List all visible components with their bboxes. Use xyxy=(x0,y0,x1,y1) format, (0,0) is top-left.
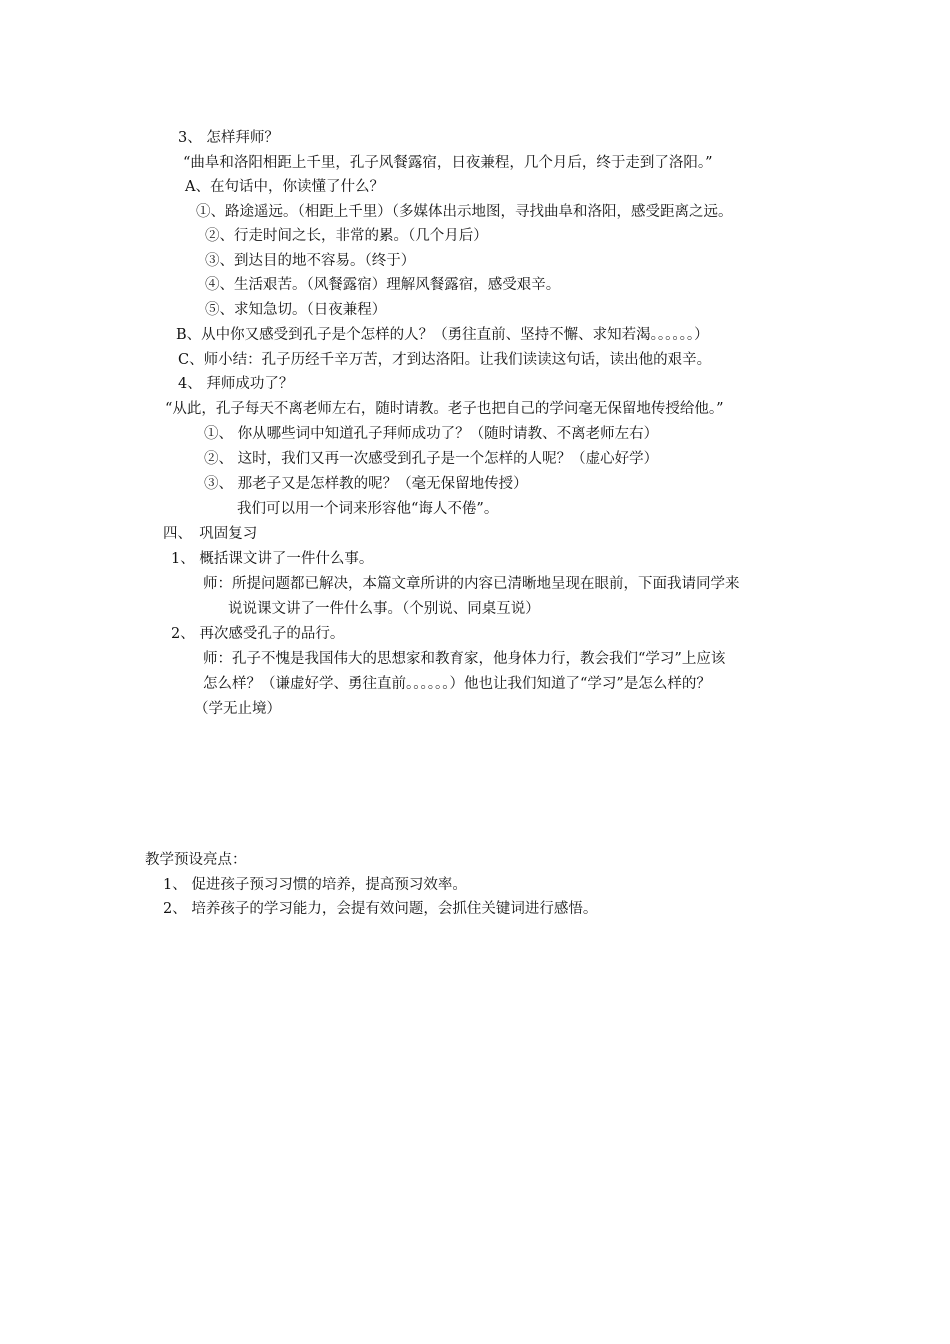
text-line: ②、 这时，我们又再一次感受到孔子是一个怎样的人呢？（虚心好学） xyxy=(204,451,659,467)
text-line: 2、 再次感受孔子的品行。 xyxy=(171,626,345,642)
text-line: 4、 拜师成功了？ xyxy=(178,376,294,392)
text-line: 师：所提问题都已解决，本篇文章所讲的内容已清晰地呈现在眼前，下面我请同学来 xyxy=(203,576,740,592)
text-line: 说说课文讲了一件什么事。（个别说、同桌互说） xyxy=(228,601,540,617)
text-line: ⑤、求知急切。（日夜兼程） xyxy=(205,302,387,318)
text-line: “曲阜和洛阳相距上千里，孔子风餐露宿，日夜兼程，几个月后，终于走到了洛阳。” xyxy=(183,155,713,171)
text-line: 1、 促进孩子预习习惯的培养，提高预习效率。 xyxy=(163,877,467,893)
text-line: B、从中你又感受到孔子是个怎样的人？（勇往直前、坚持不懈、求知若渴。。。。。。） xyxy=(176,327,709,343)
text-line: C、师小结：孔子历经千辛万苦，才到达洛阳。让我们读读这句话，读出他的艰辛。 xyxy=(178,352,712,368)
text-line: 1、 概括课文讲了一件什么事。 xyxy=(171,551,374,567)
text-line: “从此，孔子每天不离老师左右，随时请教。老子也把自己的学问毫无保留地传授给他。” xyxy=(165,401,724,417)
text-line: ②、行走时间之长，非常的累。（几个月后） xyxy=(205,228,488,244)
text-line: ④、生活艰苦。（风餐露宿）理解风餐露宿，感受艰辛。 xyxy=(205,277,561,293)
section-heading: 教学预设亮点： xyxy=(145,852,247,868)
text-line: ③、 那老子又是怎样教的呢？（毫无保留地传授） xyxy=(204,476,528,492)
text-line: ①、路途遥远。（相距上千里）（多媒体出示地图，寻找曲阜和洛阳，感受距离之远。 xyxy=(196,204,733,220)
text-line: （学无止境） xyxy=(194,701,281,717)
text-line: A、在句话中，你读懂了什么？ xyxy=(185,179,384,195)
text-line: 2、 培养孩子的学习能力，会提有效问题，会抓住关键词进行感悟。 xyxy=(163,901,598,917)
text-line: 3、 怎样拜师？ xyxy=(178,130,279,146)
text-line: 我们可以用一个词来形容他“诲人不倦”。 xyxy=(237,501,499,517)
text-line: 怎么样？（谦虚好学、勇往直前。。。。。。）他也让我们知道了“学习”是怎么样的？ xyxy=(203,676,711,692)
text-line: ①、 你从哪些词中知道孔子拜师成功了？（随时请教、不离老师左右） xyxy=(204,426,659,442)
section-heading: 四、 巩固复习 xyxy=(163,526,258,542)
text-line: 师：孔子不愧是我国伟大的思想家和教育家，他身体力行，教会我们“学习”上应该 xyxy=(203,651,726,667)
text-line: ③、到达目的地不容易。（终于） xyxy=(205,253,416,269)
